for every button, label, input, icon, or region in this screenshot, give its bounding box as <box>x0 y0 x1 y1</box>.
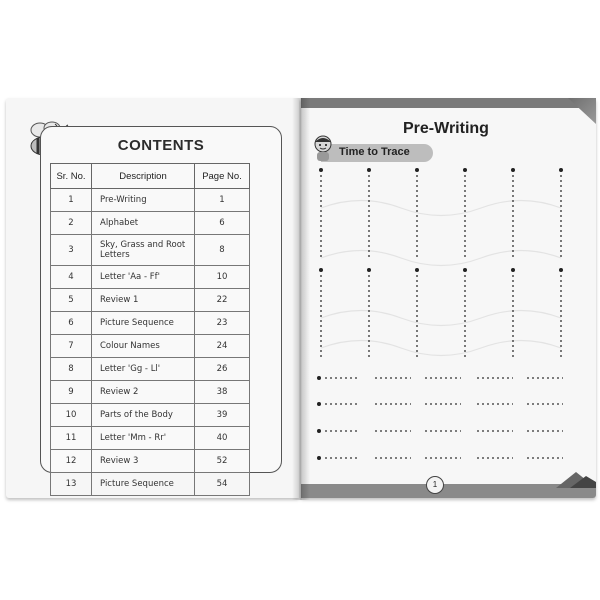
table-row <box>51 312 250 335</box>
row-description: Letter 'Aa - Ff' <box>92 266 195 289</box>
trace-start-dot <box>511 268 515 272</box>
row-description: Letter 'Gg - Ll' <box>92 358 195 381</box>
row-description: Colour Names <box>92 335 195 358</box>
table-row <box>51 427 250 450</box>
trace-start-dot <box>415 268 419 272</box>
row-sr-no: 4 <box>51 266 92 289</box>
row-page-no: 24 <box>195 335 250 358</box>
row-description: Sky, Grass and Root Letters <box>92 235 195 266</box>
trace-start-dot <box>317 376 321 380</box>
row-page-no: 54 <box>195 473 250 496</box>
row-page-no: 10 <box>195 266 250 289</box>
page-footer-band <box>301 484 596 498</box>
row-page-no: 38 <box>195 381 250 404</box>
trace-start-dot <box>559 168 563 172</box>
tracing-exercise <box>301 98 596 498</box>
background-watermark <box>321 201 561 356</box>
row-description: Picture Sequence <box>92 312 195 335</box>
open-book <box>6 98 596 500</box>
row-sr-no: 5 <box>51 289 92 312</box>
row-sr-no: 9 <box>51 381 92 404</box>
trace-start-dot <box>415 168 419 172</box>
row-description: Parts of the Body <box>92 404 195 427</box>
row-description: Review 3 <box>92 450 195 473</box>
row-description: Review 2 <box>92 381 195 404</box>
trace-start-dot <box>463 268 467 272</box>
row-page-no: 26 <box>195 358 250 381</box>
row-sr-no: 1 <box>51 189 92 212</box>
contents-title: CONTENTS <box>117 137 205 154</box>
trace-start-dot <box>367 268 371 272</box>
row-sr-no: 7 <box>51 335 92 358</box>
trace-start-dot <box>511 168 515 172</box>
trace-start-dot <box>559 268 563 272</box>
row-sr-no: 6 <box>51 312 92 335</box>
trace-start-dot <box>319 168 323 172</box>
row-page-no: 22 <box>195 289 250 312</box>
section-banner-label: Time to Trace <box>339 146 410 158</box>
row-description: Letter 'Mm - Rr' <box>92 427 195 450</box>
table-row <box>51 335 250 358</box>
left-page <box>6 98 299 498</box>
row-sr-no: 12 <box>51 450 92 473</box>
table-row <box>51 212 250 235</box>
contents-panel <box>40 126 282 489</box>
corner-decoration <box>556 468 596 488</box>
page-number: 1 <box>426 476 444 494</box>
trace-start-dot <box>317 429 321 433</box>
column-header-description: Description <box>92 164 195 189</box>
table-row <box>51 358 250 381</box>
table-row <box>51 189 250 212</box>
row-page-no: 8 <box>195 235 250 266</box>
row-description: Alphabet <box>92 212 195 235</box>
row-page-no: 52 <box>195 450 250 473</box>
row-page-no: 40 <box>195 427 250 450</box>
table-row <box>51 235 250 266</box>
row-sr-no: 2 <box>51 212 92 235</box>
table-row <box>51 473 250 496</box>
trace-start-dot <box>319 268 323 272</box>
trace-start-dot <box>317 402 321 406</box>
column-header-page-no: Page No. <box>195 164 250 189</box>
trace-start-dot <box>367 168 371 172</box>
row-page-no: 23 <box>195 312 250 335</box>
table-row <box>51 404 250 427</box>
table-header-row <box>51 164 250 189</box>
right-page <box>301 98 596 498</box>
column-header-sr-no: Sr. No. <box>51 164 92 189</box>
row-page-no: 6 <box>195 212 250 235</box>
trace-start-dot <box>463 168 467 172</box>
row-page-no: 39 <box>195 404 250 427</box>
table-row <box>51 266 250 289</box>
row-sr-no: 13 <box>51 473 92 496</box>
table-row <box>51 450 250 473</box>
row-description: Pre-Writing <box>92 189 195 212</box>
row-page-no: 1 <box>195 189 250 212</box>
row-description: Picture Sequence <box>92 473 195 496</box>
table-row <box>51 381 250 404</box>
trace-start-dot <box>317 456 321 460</box>
table-row <box>51 289 250 312</box>
book-spine <box>292 98 310 500</box>
row-sr-no: 8 <box>51 358 92 381</box>
row-sr-no: 3 <box>51 235 92 266</box>
contents-table <box>50 163 250 496</box>
row-description: Review 1 <box>92 289 195 312</box>
row-sr-no: 11 <box>51 427 92 450</box>
page-title: Pre-Writing <box>403 120 489 137</box>
row-sr-no: 10 <box>51 404 92 427</box>
